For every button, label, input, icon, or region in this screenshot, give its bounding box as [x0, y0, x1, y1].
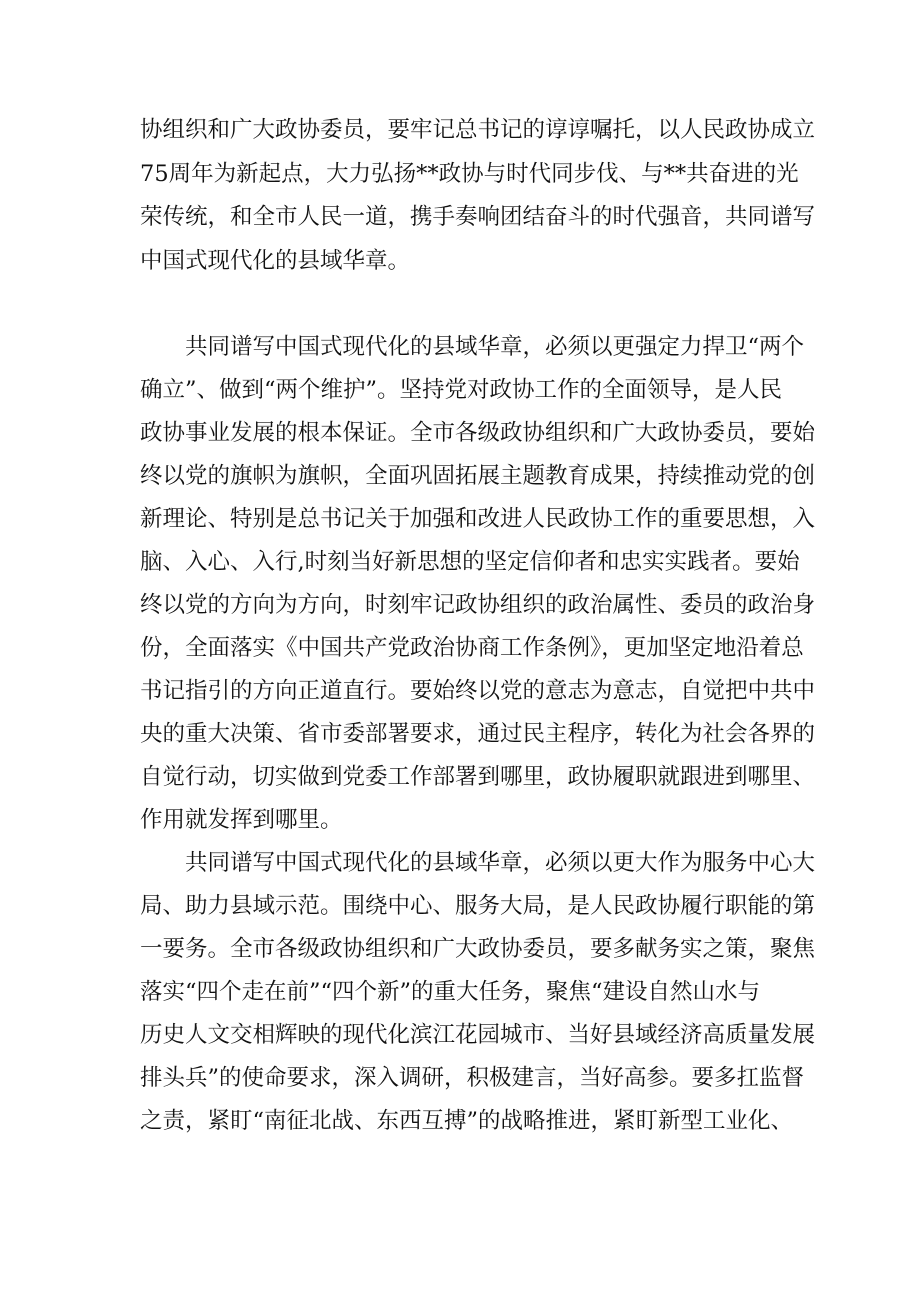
text-line: 协组织和广大政协委员，要牢记总书记的谆谆嘱托，以人民政协成立 — [140, 117, 816, 143]
text-line: 份，全面落实《中国共产党政治协商工作条例》，更加坚定地沿着总 — [140, 635, 804, 661]
text-line: 历史人文交相辉映的现代化滨江花园城市、当好县域经济高质量发展 — [140, 1022, 816, 1048]
text-line: 书记指引的方向正道直行。要始终以党的意志为意志，自觉把中共中 — [140, 678, 816, 704]
text-line: 荣传统，和全市人民一道，携手奏响团结奋斗的时代强音，共同谱写 — [140, 204, 816, 230]
text-line: 75周年为新起点，大力弘扬**政协与时代同步伐、与**共奋进的光 — [140, 161, 799, 187]
text-line: 作用就发挥到哪里。 — [140, 807, 343, 833]
text-line: 政协事业发展的根本保证。全市各级政协组织和广大政协委员，要始 — [140, 420, 816, 446]
text-line: 共同谱写中国式现代化的县域华章，必须以更大作为服务中心大 — [185, 850, 816, 876]
text-line: 自觉行动，切实做到党委工作部署到哪里，政协履职就跟进到哪里、 — [140, 764, 816, 790]
text-line: 脑、入心、入行,时刻当好新思想的坚定信仰者和忠实实践者。要始 — [140, 549, 800, 575]
text-line: 之责，紧盯“南征北战、东西互搏”的战略推进，紧盯新型工业化、 — [140, 1108, 794, 1134]
text-line: 共同谱写中国式现代化的县域华章，必须以更强定力捍卫“两个 — [185, 334, 805, 360]
text-line: 终以党的旗帜为旗帜，全面巩固拓展主题教育成果，持续推动党的创 — [140, 463, 816, 489]
text-line: 终以党的方向为方向，时刻牢记政协组织的政治属性、委员的政治身 — [140, 592, 816, 618]
text-line: 落实“四个走在前”“四个新”的重大任务，聚焦“建设自然山水与 — [140, 979, 761, 1005]
text-line: 一要务。全市各级政协组织和广大政协委员，要多献务实之策，聚焦 — [140, 936, 816, 962]
text-line: 排头兵”的使命要求，深入调研，积极建言，当好高参。要多扛监督 — [140, 1065, 805, 1091]
text-line: 新理论、特别是总书记关于加强和改进人民政协工作的重要思想，入 — [140, 506, 816, 532]
text-line: 央的重大决策、省市委部署要求，通过民主程序，转化为社会各界的 — [140, 721, 816, 747]
text-line: 局、助力县域示范。围绕中心、服务大局，是人民政协履行职能的第 — [140, 893, 816, 919]
text-line: 中国式现代化的县域华章。 — [140, 248, 411, 274]
text-line: 确立”、做到“两个维护”。坚持党对政协工作的全面领导，是人民 — [140, 377, 783, 403]
